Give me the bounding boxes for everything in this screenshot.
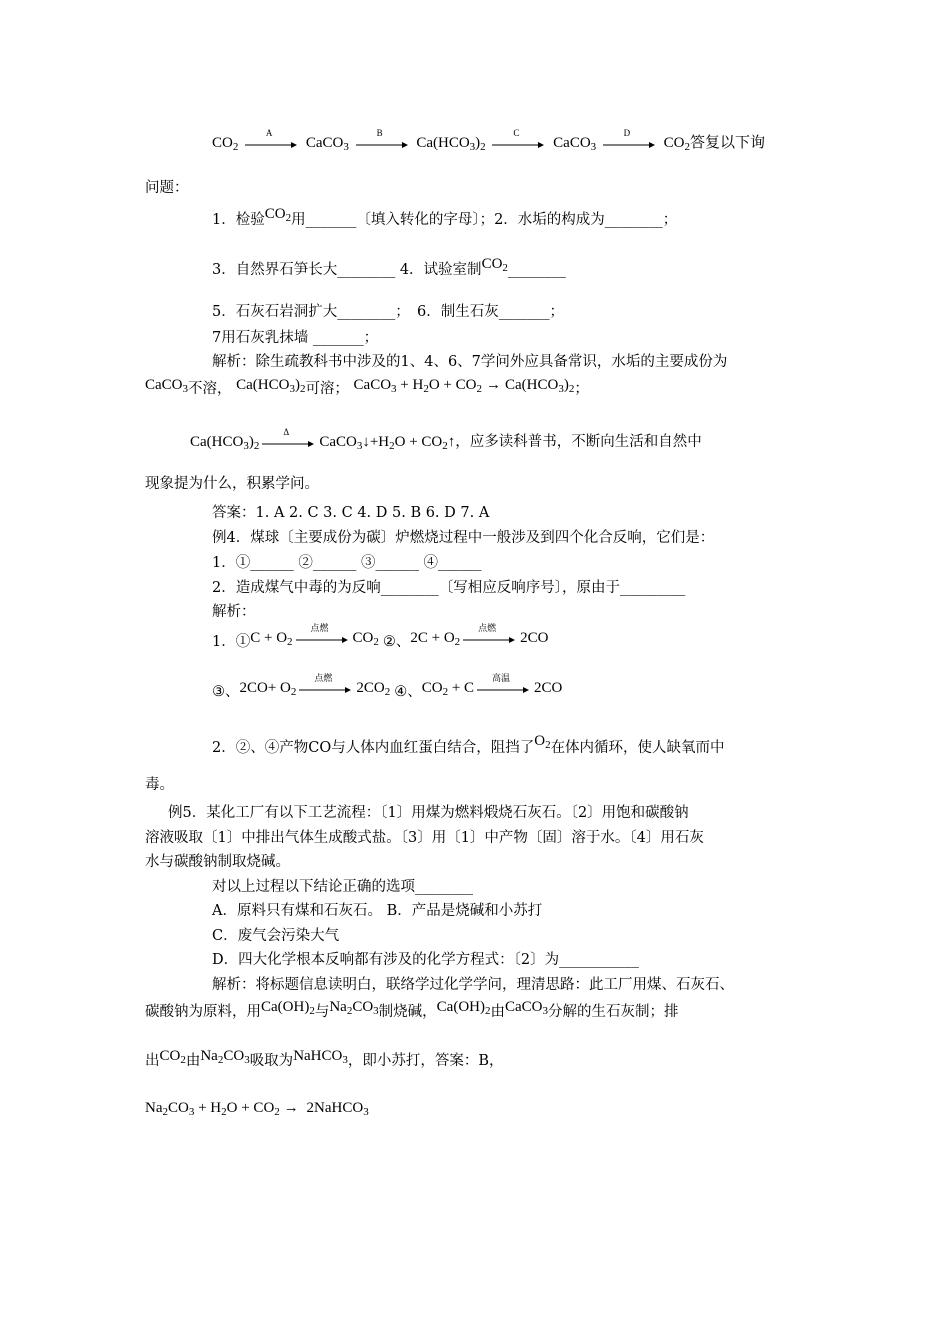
text: 1．① xyxy=(212,634,251,650)
arrow-ignite xyxy=(463,622,517,646)
question-7: 7用石灰乳抹墙 _______； xyxy=(212,330,379,346)
formula: Ca(OH) xyxy=(436,999,485,1015)
paren: ) xyxy=(294,377,300,393)
formula-caco3: CaCO xyxy=(553,135,591,151)
formula: 2NaHCO xyxy=(302,1100,364,1116)
subscript: 3 xyxy=(188,1106,195,1118)
analysis-line-2 xyxy=(145,379,589,399)
example-5-analysis-1: 解析：将标题信息读明白，联络学过化学学问，理清思路：此工厂用煤、石灰石、 xyxy=(212,977,734,993)
subscript: 2 xyxy=(568,383,575,395)
subscript: 2 xyxy=(480,141,486,153)
subscript: 2 xyxy=(545,739,551,751)
example-4-q2: 2．造成煤气中毒的为反响________〔写相应反响序号〕，原由于_________ xyxy=(212,580,686,596)
option-d: D．四大化学根本反响都有涉及的化学方程式：〔2〕为___________ xyxy=(212,952,639,968)
arrow-a xyxy=(245,127,299,151)
arrow-icon: → xyxy=(485,377,501,393)
formula: + H xyxy=(396,377,424,393)
subscript: 3 xyxy=(182,383,188,395)
formula: Ca(OH) xyxy=(261,999,310,1015)
equation xyxy=(421,672,563,698)
subscript: 2 xyxy=(485,1005,491,1017)
subscript: 2 xyxy=(299,383,306,395)
formula: NaHCO xyxy=(293,1048,343,1064)
formula-co2 xyxy=(482,256,508,272)
text: 出 xyxy=(145,1053,160,1069)
formula: Ca(HCO xyxy=(504,377,559,393)
formula: ↑ xyxy=(447,434,456,450)
text: 由 xyxy=(490,1004,505,1020)
subscript: 2 xyxy=(285,212,292,224)
subscript: 3 xyxy=(469,141,476,153)
subscript: 3 xyxy=(391,383,397,395)
paren: ) xyxy=(475,135,481,151)
subscript: 3 xyxy=(558,383,564,395)
formula: CO xyxy=(159,1048,181,1064)
subscript: 2 xyxy=(221,1106,227,1118)
text: 吸取为 xyxy=(249,1053,294,1069)
arrow-ignite xyxy=(299,672,353,696)
arrow-label: 点燃 xyxy=(310,622,329,633)
subscript: 3 xyxy=(244,1054,250,1066)
text: 分解的生石灰制；排 xyxy=(548,1004,679,1020)
subscript: 3 xyxy=(542,1005,548,1017)
formula: CO xyxy=(168,1100,189,1116)
subscript: 3 xyxy=(356,440,363,452)
text: ________ xyxy=(507,262,566,278)
text: 与 xyxy=(314,1004,330,1020)
question-1-2 xyxy=(212,206,678,230)
subscript: 2 xyxy=(287,636,293,648)
subscript: 2 xyxy=(290,686,297,698)
text: ； xyxy=(574,381,589,397)
subscript: 2 xyxy=(502,262,508,274)
subscript: 2 xyxy=(454,636,461,648)
formula: Na xyxy=(200,1048,218,1064)
arrow-c xyxy=(492,127,546,151)
subscript: 3 xyxy=(363,1106,369,1118)
example-4-conclusion xyxy=(212,733,725,758)
formula: CO xyxy=(352,630,374,646)
equation xyxy=(410,622,549,648)
subscript: 2 xyxy=(389,440,395,452)
subscript: 2 xyxy=(217,1054,224,1066)
example-5-equation xyxy=(145,1098,369,1118)
formula-co2: CO xyxy=(212,135,233,151)
text: ，应多读科普书，不断向生活和自然中 xyxy=(455,434,702,450)
subscript: 3 xyxy=(243,440,249,452)
formula: CO xyxy=(352,999,374,1015)
text: 由 xyxy=(185,1053,201,1069)
subscript: 3 xyxy=(343,141,349,153)
analysis-line-3 xyxy=(190,426,702,452)
formula: Na xyxy=(145,1100,163,1116)
question-3-4 xyxy=(212,256,566,280)
subscript: 2 xyxy=(162,1106,168,1118)
example-4-analysis-label: 解析： xyxy=(212,604,256,620)
subscript: 3 xyxy=(342,1054,348,1066)
equation xyxy=(354,377,575,393)
formula: 2CO xyxy=(356,680,385,696)
example-5-analysis-2 xyxy=(145,999,679,1022)
formula-cahco3 xyxy=(236,377,305,393)
formula: C + O xyxy=(250,630,288,646)
formula: O xyxy=(534,733,546,749)
example-4-reactions-3-4 xyxy=(212,672,563,702)
arrow-label: 点燃 xyxy=(478,622,497,633)
formula: CaCO xyxy=(145,377,183,393)
formula: Ca(HCO xyxy=(236,377,290,393)
formula-caoh2 xyxy=(437,999,491,1015)
example-5-line-3: 水与碳酸钠制取烧碱。 xyxy=(145,854,290,870)
answer-line: 答案：1. A 2. C 3. C 4. D 5. B 6. D 7. A xyxy=(212,505,490,521)
formula-caco3 xyxy=(145,377,188,393)
text: ，即小苏打，答案：B， xyxy=(347,1053,504,1069)
formula: O + CO xyxy=(428,377,477,393)
arrow-icon: → xyxy=(283,1100,299,1116)
arrow-label: 点燃 xyxy=(314,672,333,683)
text: 3．自然界石笋长大________ 4．试验室制 xyxy=(212,262,482,278)
formula: CaCO xyxy=(505,999,543,1015)
formula: CO xyxy=(264,206,286,222)
example-5-line-2: 溶液吸取〔1〕中排出气体生成酸式盐。〔3〕用〔1〕中产物〔固〕溶于水。〔4〕用石灰 xyxy=(145,830,704,846)
text: 用_______〔填入转化的字母〕；2．水垢的构成为________； xyxy=(291,212,678,228)
example-4-reactions-1-2 xyxy=(212,622,549,652)
formula: O + CO xyxy=(394,434,443,450)
formula: 2CO xyxy=(520,630,549,646)
text: ②、 xyxy=(382,634,411,650)
formula-caco3: CaCO xyxy=(305,135,344,151)
reaction-chain xyxy=(212,127,766,153)
formula-co2 xyxy=(265,206,291,222)
formula-nahco3 xyxy=(293,1048,348,1064)
subscript: 2 xyxy=(346,1005,353,1017)
text: 在体内循环，使人缺氧而中 xyxy=(550,740,725,756)
text: 可溶； xyxy=(305,381,349,397)
formula: CO xyxy=(223,1048,245,1064)
formula-co2 xyxy=(160,1048,186,1064)
subscript: 2 xyxy=(232,141,239,153)
text: 不溶， xyxy=(188,381,232,397)
analysis-line-1: 解析：除生疏教科书中涉及的1、4、6、7学问外应具备常识，水垢的主要成份为 xyxy=(212,354,728,370)
subscript: 2 xyxy=(442,440,448,452)
subscript: 2 xyxy=(253,440,260,452)
example-4-q1: 1．①______ ②______ ③______ ④______ xyxy=(212,555,482,571)
subscript: 2 xyxy=(274,1106,280,1118)
subscript: 2 xyxy=(476,383,482,395)
formula: CO xyxy=(421,680,443,696)
text: 2．②、④产物CO与人体内血红蛋白结合，阻挡了 xyxy=(212,740,535,756)
arrow-label: 高温 xyxy=(492,672,511,683)
example-5-title: 例5．某化工厂有以下工艺流程：〔1〕用煤为燃料煅烧石灰石。〔2〕用饱和碳酸钠 xyxy=(168,805,689,821)
option-a-b: A．原料只有煤和石灰石。 B．产品是烧碱和小苏打 xyxy=(212,903,543,919)
equation xyxy=(250,622,379,648)
analysis-line-4: 现象提为什么，积累学问。 xyxy=(145,476,319,492)
text: ③、 xyxy=(212,684,240,700)
formula: + C xyxy=(448,680,475,696)
arrow-label: C xyxy=(513,127,520,138)
text: 制烧碱， xyxy=(378,1004,437,1020)
subscript: 2 xyxy=(309,1005,315,1017)
arrow-b xyxy=(356,127,410,151)
formula: CaCO xyxy=(353,377,392,393)
formula: CaCO xyxy=(319,434,357,450)
formula-na2co3 xyxy=(200,1048,249,1064)
formula-o2 xyxy=(534,733,550,749)
arrow-label: A xyxy=(265,127,273,138)
formula-cahco3: Ca(HCO xyxy=(416,135,470,151)
subscript: 2 xyxy=(423,383,429,395)
equation xyxy=(190,426,456,452)
formula: 2CO xyxy=(534,680,563,696)
formula: Na xyxy=(329,999,347,1015)
example-4-conclusion-end: 毒。 xyxy=(145,777,174,793)
text: 答复以下询 xyxy=(690,135,766,151)
formula-caoh2 xyxy=(261,999,315,1015)
formula: ↓+H xyxy=(362,434,390,450)
arrow-d xyxy=(603,127,657,151)
formula: 2C + O xyxy=(410,630,455,646)
subscript: 3 xyxy=(289,383,295,395)
formula-caco3 xyxy=(505,999,548,1015)
equation xyxy=(239,672,391,698)
text: 碳酸钠为原料，用 xyxy=(145,1004,261,1020)
option-c: C．废气会污染大气 xyxy=(212,928,340,944)
arrow-ignite xyxy=(296,622,350,646)
arrow-high-temp xyxy=(477,672,531,696)
subscript: 2 xyxy=(684,141,691,153)
text: 1．检验 xyxy=(212,212,265,228)
subscript: 2 xyxy=(384,686,391,698)
example-5-analysis-3 xyxy=(145,1048,504,1071)
formula-co2: CO xyxy=(663,135,685,151)
text-line: 问题： xyxy=(145,180,189,196)
text: ④、 xyxy=(394,684,422,700)
formula: + H xyxy=(194,1100,222,1116)
formula: Ca(HCO xyxy=(190,434,244,450)
formula: 2CO+ O xyxy=(239,680,291,696)
subscript: 3 xyxy=(590,141,597,153)
question-5-6: 5．石灰石岩洞扩大________； 6．制生石灰_______； xyxy=(212,304,564,320)
paren: ) xyxy=(248,434,254,450)
subscript: 2 xyxy=(373,636,379,648)
example-4-title: 例4．煤球〔主要成份为碳〕炉燃烧过程中一般涉及到四个化合反响，它们是： xyxy=(212,530,715,546)
arrow-heat xyxy=(262,426,316,450)
arrow-label: B xyxy=(376,127,383,138)
example-5-question: 对以上过程以下结论正确的选项________ xyxy=(212,879,473,895)
arrow-label: Δ xyxy=(283,426,290,437)
subscript: 3 xyxy=(373,1005,379,1017)
paren: ) xyxy=(563,377,569,393)
formula-na2co3 xyxy=(329,999,378,1015)
arrow-label: D xyxy=(623,127,631,138)
subscript: 2 xyxy=(442,686,449,698)
subscript: 2 xyxy=(180,1054,186,1066)
formula: CO xyxy=(481,256,503,272)
formula: O + CO xyxy=(226,1100,275,1116)
